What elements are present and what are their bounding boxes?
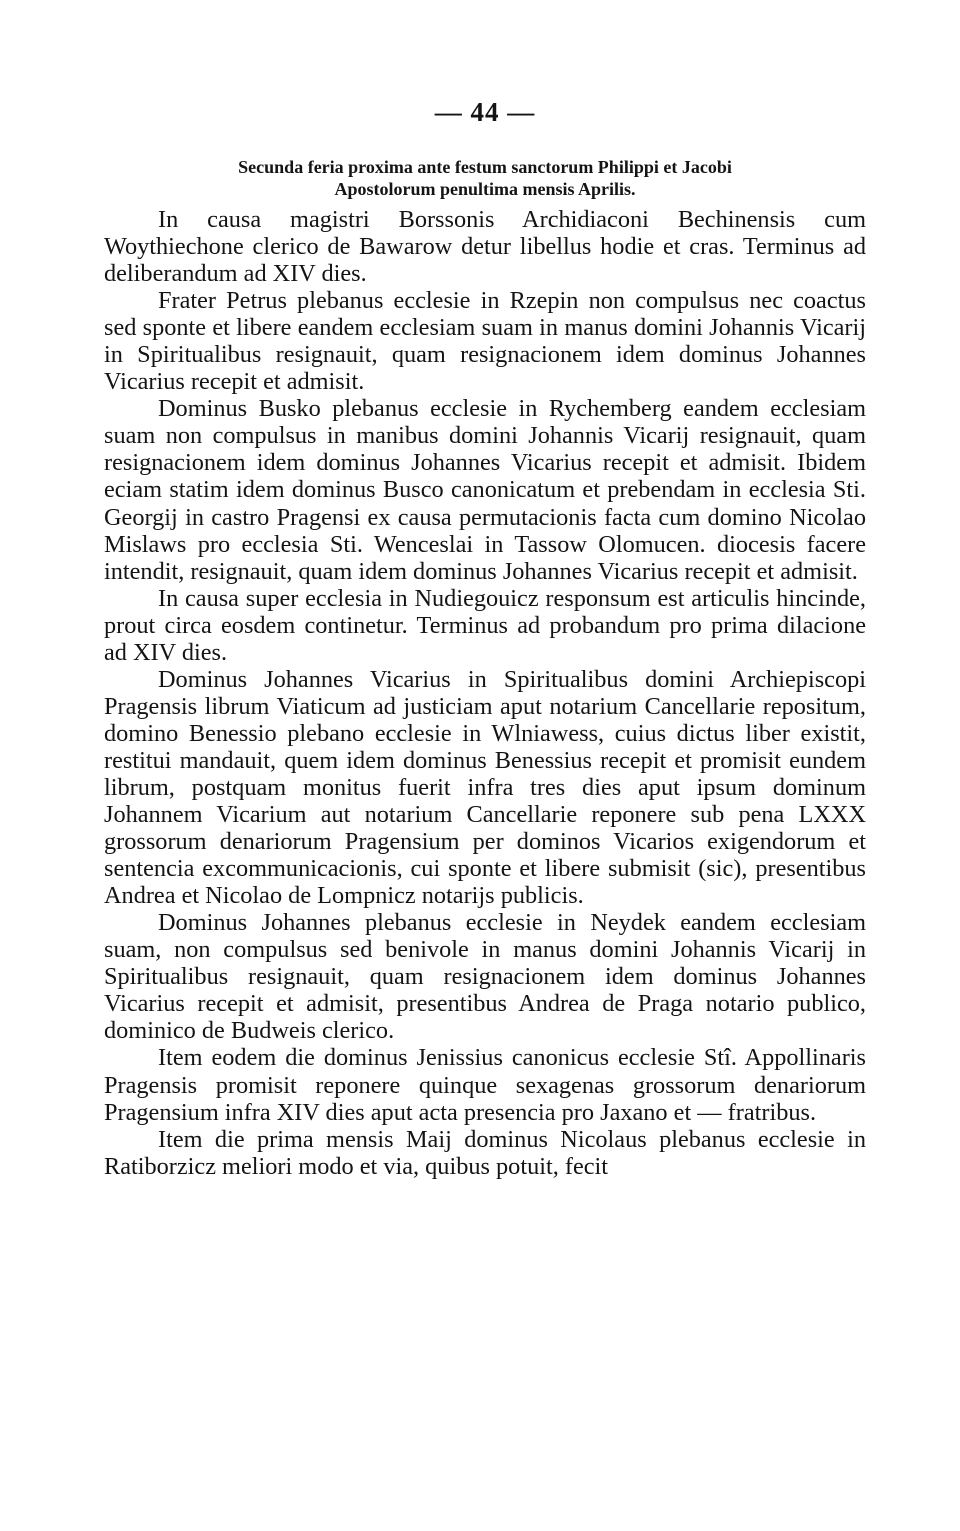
paragraph-6: Dominus Johannes plebanus ecclesie in Neydek eandem ecclesiam suam, non compulsus sed benivole in manus domini Johannis Vicarij in Spiritualibus resignauit, quam resignacionem idem dominus Johannes Vicarius recepit et admisit, presentibus Andrea de Praga notario publico, dominico de Budweis clerico.: [104, 909, 866, 1045]
paragraph-4: In causa super ecclesia in Nudiegouicz responsum est articulis hincinde, prout circa eosdem continetur. Terminus ad probandum pro prima dilacione ad XIV dies.: [104, 584, 866, 666]
paragraph-2: Frater Petrus plebanus ecclesie in Rzepin non compulsus nec coactus sed sponte et libere eandem ecclesiam suam in manus domini Johannis Vicarij in Spiritualibus resignauit, quam resignacionem idem dominus Johannes Vicarius recepit et admisit.: [104, 287, 866, 396]
page-number: — 44 —: [434, 97, 536, 127]
document-page: [104, 96, 866, 1180]
body-text: [104, 206, 866, 1180]
section-heading: [125, 156, 845, 200]
paragraph-5: Dominus Johannes Vicarius in Spiritualibus domini Archiepiscopi Pragensis librum Viaticum ad justiciam aput notarium Cancellarie repositum, domino Benessio plebano ecclesie in Wlniawess, cuius dictus liber existit, restitui mandauit, quem idem dominus Benessius recepit et promisit eundem librum, postquam monitus fuerit infra tres dies aput ipsum dominum Johannem Vicarium aut notarium Cancellarie reponere sub pena LXXX grossorum denariorum Pragensium per dominos Vicarios exigendorum et sentencia excommunicacionis, cui sponte et libere submisit (sic), presentibus Andrea et Nicolao de Lompnicz notarijs publicis.: [104, 665, 866, 910]
heading-line-2: Apostolorum penultima mensis Aprilis.: [334, 179, 636, 199]
heading-line-1: Secunda feria proxima ante festum sanctorum Philippi et Jacobi: [238, 157, 732, 177]
paragraph-7: Item eodem die dominus Jenissius canonicus ecclesie Stî. Appollinaris Pragensis promisit reponere quinque sexagenas grossorum denariorum Pragensium infra XIV dies aput acta presencia pro Jaxano et — fratribus.: [104, 1044, 866, 1126]
paragraph-1: In causa magistri Borssonis Archidiaconi Bechinensis cum Woythiechone clerico de Bawarow detur libellus hodie et cras. Terminus ad deliberandum ad XIV dies.: [104, 206, 866, 288]
paragraph-3: Dominus Busko plebanus ecclesie in Rychemberg eandem ecclesiam suam non compulsus in manibus domini Johannis Vicarij resignauit, quam resignacionem idem dominus Johannes Vicarius recepit et admisit. Ibidem eciam statim idem dominus Busco canonicatum et prebendam in ecclesia Sti. Georgij in castro Pragensi ex causa permutacionis facta cum domino Nicolao Mislaws pro ecclesia Sti. Wenceslai in Tassow Olomucen. diocesis facere intendit, resignauit, quam idem dominus Johannes Vicarius recepit et admisit.: [104, 395, 866, 585]
paragraph-8: Item die prima mensis Maij dominus Nicolaus plebanus ecclesie in Ratiborzicz meliori modo et via, quibus potuit, fecit: [104, 1125, 866, 1180]
